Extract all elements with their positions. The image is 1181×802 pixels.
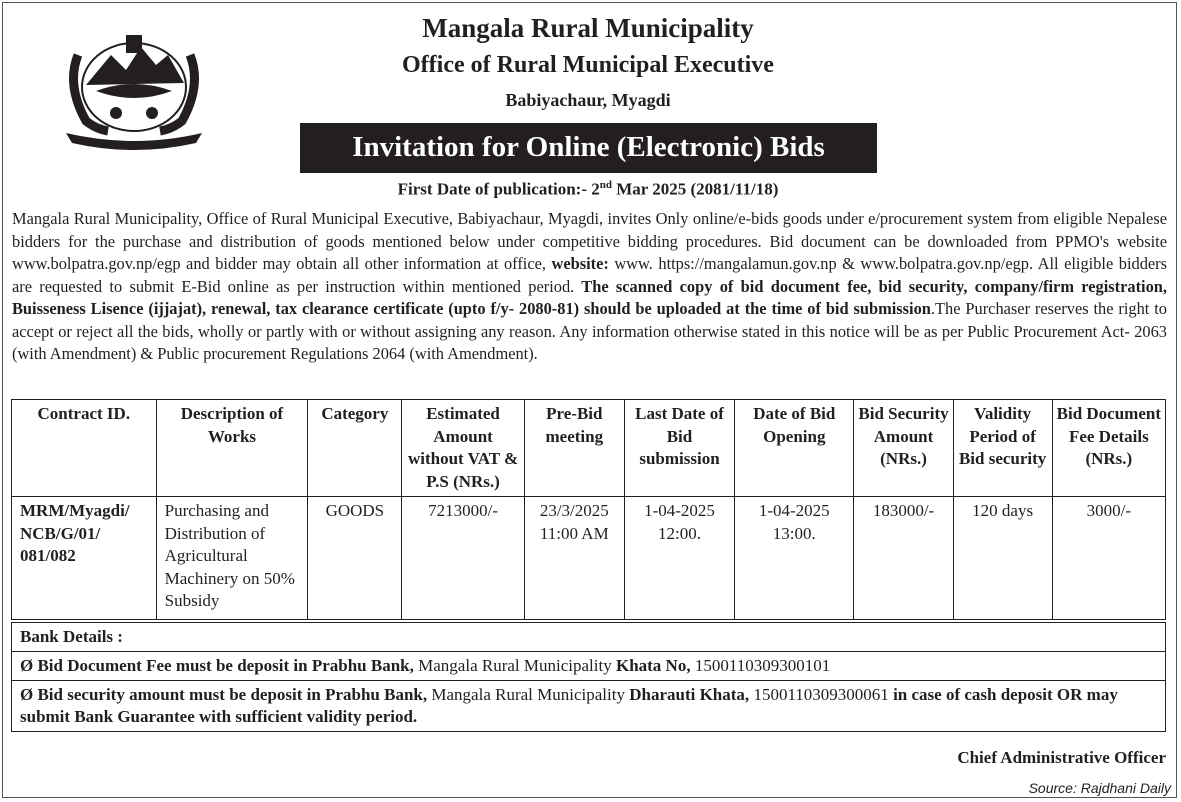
- cell-estimate: 7213000/-: [402, 497, 524, 620]
- header-category: Category: [308, 400, 402, 497]
- header-description: Description of Works: [156, 400, 308, 497]
- signature: Chief Administrative Officer: [957, 748, 1166, 767]
- header-prebid: Pre-Bid meeting: [524, 400, 624, 497]
- sec-normal: Mangala Rural Municipality: [427, 685, 625, 704]
- notice-body: [12, 208, 1167, 366]
- website-label: website:: [551, 254, 609, 273]
- cell-description: Purchasing and Distribution of Agricultural Machinery on 50% Subsidy: [156, 497, 308, 620]
- notice-p2: www. https://mangalamun.gov.np & www.bolpatra.gov.np/egp. All eligible bidders are requested to submit E-Bid online as per instruction within mentioned period.: [12, 254, 1167, 296]
- header-security: Bid Security Amount (NRs.): [854, 400, 953, 497]
- publication-prefix: First Date of publication:- 2: [397, 179, 600, 199]
- header-validity: Validity Period of Bid security: [953, 400, 1052, 497]
- bid-table: [11, 399, 1166, 620]
- office-title: Office of Rural Municipal Executive: [402, 52, 774, 78]
- publication-sup: nd: [599, 179, 612, 191]
- table-row: [12, 497, 1166, 620]
- publication-date: [200, 179, 976, 200]
- header-opening: Date of Bid Opening: [735, 400, 854, 497]
- cell-validity: 120 days: [953, 497, 1052, 620]
- bank-details: [11, 622, 1166, 732]
- cell-doc-fee: 3000/-: [1052, 497, 1165, 620]
- fee-account: 1500110309300101: [690, 656, 831, 675]
- bank-title: Bank Details :: [20, 627, 123, 646]
- header-estimate: Estimated Amount without VAT & P.S (NRs.): [402, 400, 524, 497]
- sec-tail: in case of cash deposit OR may submit Bank Guarantee with sufficient validity period.: [20, 685, 1118, 726]
- notice-p3: .The Purchaser reserves the right to accept or reject all the bids, wholly or partly with or without assigning any reason. Any information otherwise stated in this notice will be as per Public Procurement Act- 2063 (with Amendment) & Public procurement Regulations 2064 (with Amendment).: [12, 299, 1167, 363]
- sec-bold: Ø Bid security amount must be deposit in Prabhu Bank,: [20, 685, 428, 704]
- header-doc-fee: Bid Document Fee Details (NRs.): [1052, 400, 1165, 497]
- header-contract-id: Contract ID.: [12, 400, 157, 497]
- sec-account: 1500110309300061: [749, 685, 889, 704]
- cell-prebid: 23/3/2025 11:00 AM: [524, 497, 624, 620]
- fee-normal: Mangala Rural Municipality: [413, 656, 612, 675]
- table-header-row: [12, 400, 1166, 497]
- cell-opening: 1-04-2025 13:00.: [735, 497, 854, 620]
- fee-bold: Ø Bid Document Fee must be deposit in Prabhu Bank,: [20, 656, 414, 675]
- notice-bold: The scanned copy of bid document fee, bid security, company/firm registration, Buisseness Lisence (ijjajat), renewal, tax clearance certificate (upto f/y- 2080-81) should be uploaded at the time of bid submission: [12, 276, 1168, 318]
- bank-fee-row: [12, 651, 1165, 680]
- header-last-date: Last Date of Bid submission: [624, 400, 734, 497]
- cell-last-date: 1-04-2025 12:00.: [624, 497, 734, 620]
- fee-khata: Khata No,: [611, 656, 691, 675]
- cell-security: 183000/-: [854, 497, 953, 620]
- nepal-emblem-icon: [56, 25, 212, 153]
- publication-suffix: Mar 2025 (2081/11/18): [611, 179, 779, 199]
- source-credit: Source: Rajdhani Daily: [1028, 780, 1171, 796]
- cell-category: GOODS: [308, 497, 402, 620]
- sec-khata: Dharauti Khata,: [624, 685, 750, 704]
- location-title: Babiyachaur, Myagdi: [505, 90, 671, 110]
- municipality-title: Mangala Rural Municipality: [422, 13, 754, 43]
- bank-security-row: [12, 680, 1165, 731]
- notice-p1: Mangala Rural Municipality, Office of Rural Municipal Executive, Babiyachaur, Myagdi, invites Only online/e-bids goods under e/procurement system from eligible Nepalese bidders for the purchase and distribution of goods mentioned below under competitive bidding procedures. Bid document can be downloaded from PPMO's website www.bolpatra.gov.np/egp and bidder may obtain all other information at office,: [12, 209, 1167, 273]
- cell-contract-id: MRM/Myagdi/ NCB/G/01/ 081/082: [12, 497, 157, 620]
- invitation-banner: Invitation for Online (Electronic) Bids: [300, 123, 877, 173]
